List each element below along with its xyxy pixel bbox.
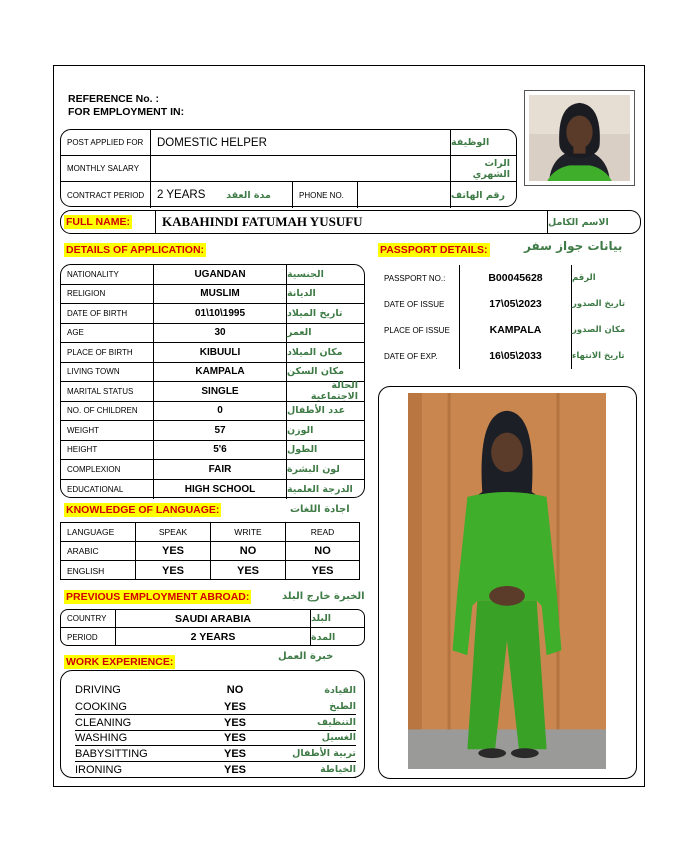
full-name-value: KABAHINDI FATUMAH YUSUFU [156,211,548,233]
application-value: HIGH SCHOOL [154,480,287,500]
period-ar: المدة [311,631,336,643]
job-box [60,129,517,207]
salary-row [61,156,516,182]
application-row [61,304,364,324]
application-ar: مكان السكن [287,366,344,378]
application-value: 5'6 [154,441,287,460]
work-ar: تربية الأطفال [292,748,356,759]
passport-ar: تاريخ الانتهاء [572,351,625,361]
application-label: AGE [61,324,154,343]
application-row [61,363,364,383]
full-name-label: FULL NAME: [66,216,130,228]
language-level: YES [311,564,334,577]
passport-ar: تاريخ الصدور [572,299,626,309]
passport-row [378,317,636,343]
passport-ar: مكان الصدور [572,325,626,335]
application-label: HEIGHT [61,441,154,460]
language-table [60,522,360,580]
application-row [61,285,364,305]
passport-value: B00045628 [460,265,572,291]
work-skill: DRIVING [75,684,121,696]
application-row [61,441,364,461]
full-body-photo-frame [378,386,637,779]
application-value: KIBUULI [154,343,287,362]
application-ar: الوزن [287,424,314,436]
application-value: FAIR [154,460,287,479]
passport-heading: PASSPORT DETAILS: [380,244,488,256]
country-label: COUNTRY [61,610,116,627]
work-value: YES [223,763,246,776]
work-skill: COOKING [75,700,127,713]
work-row [75,730,356,746]
language-column-header: WRITE [211,523,286,541]
passport-value: 16\05\2033 [460,343,572,369]
application-label: RELIGION [61,285,154,304]
work-heading-ar: خبرة العمل [278,651,334,662]
application-value: 57 [154,421,287,440]
abroad-heading: PREVIOUS EMPLOYMENT ABROAD: [66,591,250,603]
work-ar: القيادة [324,684,356,696]
work-value: YES [223,731,246,744]
post-row [61,130,516,156]
work-value: YES [223,700,246,713]
application-ar: الدرجة العلمية [287,483,353,495]
application-value: 30 [154,324,287,343]
full-body-photo [408,393,606,769]
language-level: NO [211,542,286,560]
application-row [61,421,364,441]
application-ar: لون البشرة [287,463,340,475]
passport-label: DATE OF ISSUE [378,291,460,317]
full-name-box [60,210,641,234]
work-row [75,715,356,731]
language-name: ARABIC [61,542,136,560]
language-heading: KNOWLEDGE OF LANGUAGE: [66,504,220,516]
application-row [61,324,364,344]
salary-label: MONTHLY SALARY [61,156,151,181]
country-value: SAUDI ARABIA [116,610,311,627]
contract-row [61,182,516,208]
application-label: WEIGHT [61,421,154,440]
contract-ar: مدة العقد [211,182,293,208]
application-value: UGANDAN [154,265,287,284]
work-row [75,681,356,699]
application-label: EDUCATIONAL [61,480,154,500]
work-ar: الخياطة [320,764,356,775]
application-heading: DETAILS OF APPLICATION: [66,244,205,256]
country-ar: البلد [311,613,332,624]
salary-ar: الرات الشهري [472,157,510,180]
application-value: SINGLE [154,382,287,401]
work-value: YES [223,747,246,760]
employment-label: FOR EMPLOYMENT IN: [68,106,185,118]
phone-ar: رقم الهاتف [451,189,505,201]
language-column-header: SPEAK [136,523,211,541]
cv-page [53,65,645,787]
language-row [61,542,359,561]
application-table [60,264,365,498]
passport-value: 17\05\2023 [460,291,572,317]
phone-label: PHONE NO. [293,182,358,208]
passport-value: KAMPALA [460,317,572,343]
application-label: COMPLEXION [61,460,154,479]
post-label: POST APPLIED FOR [61,130,151,155]
work-row [75,762,356,778]
phone-value [358,182,451,208]
work-ar: الطبخ [329,701,356,712]
application-ar: مكان الميلاد [287,346,343,358]
period-value: 2 YEARS [116,628,311,646]
work-skill: BABYSITTING [75,747,148,760]
reference-block [68,93,184,119]
language-column-header: LANGUAGE [61,523,136,541]
contract-label: CONTRACT PERIOD [61,182,151,208]
passport-label: PLACE OF ISSUE [378,317,460,343]
work-value: NO [226,684,244,696]
work-table [60,670,365,778]
reference-label: REFERENCE No. : [68,93,160,105]
application-label: NATIONALITY [61,265,154,284]
application-row [61,402,364,422]
passport-heading-ar: بيانات جواز سفر [524,239,623,253]
language-row [61,561,359,580]
head-photo [524,90,635,186]
application-row [61,343,364,363]
application-row [61,480,364,500]
work-row [75,699,356,715]
passport-table [378,265,636,369]
full-name-ar: الاسم الكامل [548,216,609,228]
work-ar: الغسيل [321,732,356,743]
passport-label: DATE OF EXP. [378,343,460,369]
application-label: DATE OF BIRTH [61,304,154,323]
work-skill: IRONING [75,763,123,776]
application-ar: الطول [287,444,318,456]
passport-row [378,343,636,369]
application-value: MUSLIM [154,285,287,304]
work-row [75,746,356,762]
application-ar: العمر [287,327,312,339]
language-header-row [61,523,359,542]
application-ar: الديانة [287,288,316,300]
application-label: LIVING TOWN [61,363,154,382]
language-heading-ar: اجادة اللغات [290,504,350,515]
application-ar: عدد الأطفال [287,405,346,417]
language-level: YES [211,561,286,580]
contract-value: 2 YEARS [157,189,206,201]
language-level: NO [314,545,331,557]
language-level: YES [136,561,211,580]
passport-row [378,291,636,317]
application-label: NO. OF CHILDREN [61,402,154,421]
passport-label: PASSPORT NO.: [378,265,460,291]
work-skill: CLEANING [75,716,132,729]
application-label: PLACE OF BIRTH [61,343,154,362]
work-heading: WORK EXPERIENCE: [66,656,174,668]
work-ar: التنظيف [316,717,356,728]
work-value: YES [223,716,246,729]
application-row [61,460,364,480]
application-value: 0 [154,402,287,421]
abroad-heading-ar: الخبرة خارج البلد [282,591,365,602]
language-level: YES [136,542,211,560]
work-skill: WASHING [75,731,128,744]
passport-ar: الرقم [572,273,596,283]
application-ar: الجنسية [287,268,324,280]
passport-row [378,265,636,291]
application-label: MARITAL STATUS [61,382,154,401]
period-label: PERIOD [61,628,116,646]
post-ar: الوظيفة [451,137,490,148]
language-column-header: READ [310,527,335,537]
application-row [61,265,364,285]
post-value: DOMESTIC HELPER [151,130,451,155]
abroad-table [60,609,365,646]
language-name: ENGLISH [61,561,136,580]
application-ar: تاريخ الميلاد [287,307,343,319]
salary-value [151,156,451,181]
application-ar: الحالة الاجتماعية [310,380,358,403]
application-value: KAMPALA [154,363,287,382]
application-row [61,382,364,402]
application-value: 01\10\1995 [154,304,287,323]
